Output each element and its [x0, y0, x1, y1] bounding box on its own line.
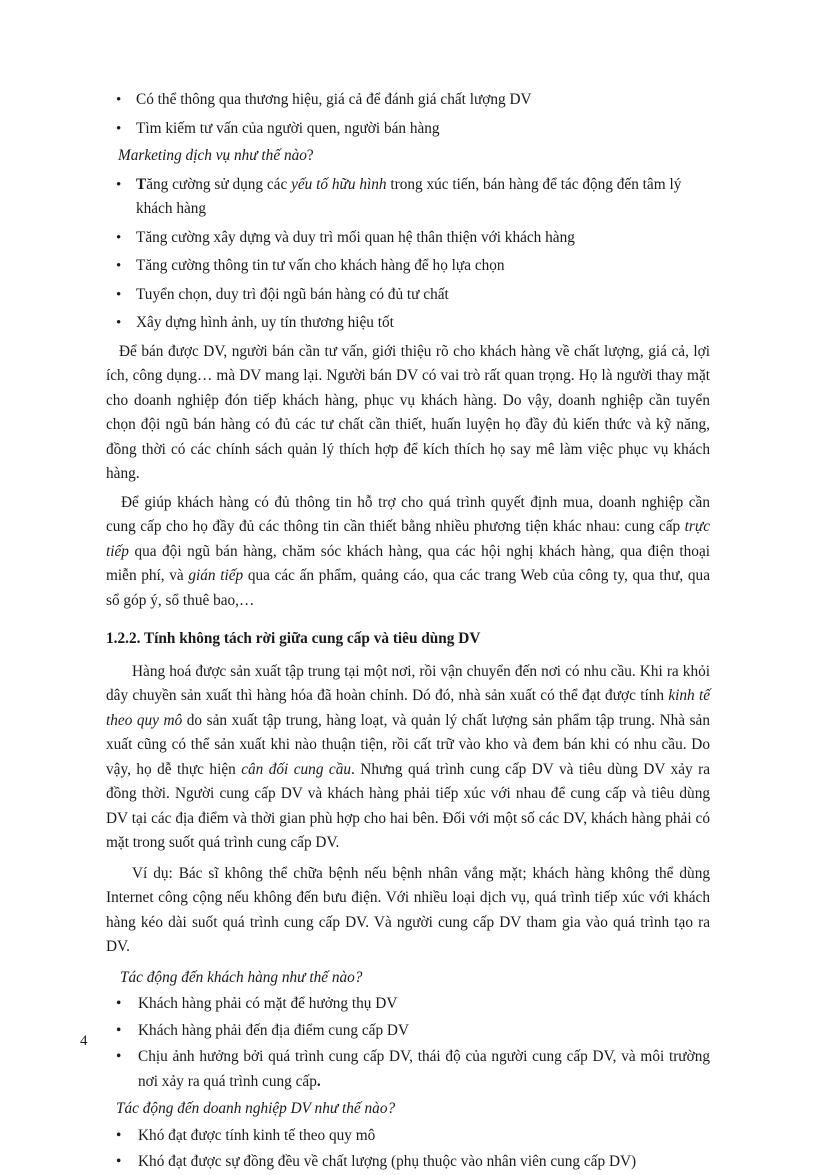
text-run: Hàng hoá được sản xuất tập trung tại một nơi, rồi vận chuyển đến nơi có nhu cầu. Khi ra khỏi dây chuyền sản xuất thì hàng hóa đã hoàn chỉnh. Dó đó, nhà sản xuất có thể đạt được tính [106, 662, 710, 704]
list-item: • Khách hàng phải có mặt để hưởng thụ DV [106, 992, 710, 1017]
bullet-list-evaluation [106, 88, 710, 141]
list-item: • Khó đạt được sự đồng đều về chất lượng (phụ thuộc vào nhân viên cung cấp DV) [106, 1150, 710, 1175]
emphasis: trực tiếp [106, 518, 710, 560]
bullet-list-enterprise [106, 1124, 710, 1175]
list-item: • Tuyển chọn, duy trì đội ngũ bán hàng có đủ tư chất [106, 283, 710, 308]
paragraph-example: Ví dụ: Bác sĩ không thể chữa bệnh nếu bệnh nhân vắng mặt; khách hàng không thể dùng Internet công cộng nếu không đến bưu điện. Với nhiều loại dịch vụ, quá trình tiếp xúc với khách hàng kéo dài suốt quá trình cung cấp DV. Và người cung cấp DV tham gia vào quá trình tạo ra DV. [106, 864, 710, 955]
paragraph-information [106, 491, 710, 614]
list-item: • Tăng cường thông tin tư vấn cho khách hàng để họ lựa chọn [106, 254, 710, 279]
page-number: 4 [80, 1033, 88, 1049]
text-run: Chịu ảnh hưởng bởi quá trình cung cấp DV, thái độ của người cung cấp DV, và môi trường nơi xảy ra quá trình cung cấp [138, 1048, 710, 1090]
text-run: trong xúc tiến, bán hàng để tác động đến tâm lý khách hàng [136, 175, 682, 217]
list-item: • Khách hàng phải đến địa điểm cung cấp DV [106, 1019, 710, 1044]
emphasis: gián tiếp [188, 567, 244, 584]
marketing-heading [106, 144, 710, 169]
bold-period: . [316, 1072, 321, 1090]
emphasis: yếu tố hữu hình [291, 175, 387, 193]
marketing-heading-qmark: ? [306, 147, 314, 164]
marketing-heading-text: Marketing dịch vụ như thế nào [118, 147, 307, 164]
paragraph-production [106, 660, 710, 856]
list-item: • Tìm kiếm tư vấn của người quen, người bán hàng [106, 117, 710, 142]
list-item: • Xây dựng hình ảnh, uy tín thương hiệu tốt [106, 311, 710, 336]
section-title: 1.2.2. Tính không tách rời giữa cung cấp và tiêu dùng DV [106, 630, 481, 647]
bullet-list-marketing [106, 173, 710, 336]
emphasis: kinh tế theo quy mô [106, 687, 711, 729]
page-content [106, 88, 710, 1175]
text-run: qua các ấn phẩm, quảng cáo, qua các trang Web của công ty, qua thư, qua sổ góp ý, sổ thuê bao,… [106, 567, 710, 609]
text-run: do sản xuất tập trung, hàng loạt, và quản lý chất lượng sản phẩm tập trung. Nhà sản xuất cũng có thể sản xuất khi nào thuận tiện, rồi cất trữ vào kho và đem bán khi có nhu cầu. Do vậy, họ dễ thực hiện [106, 711, 710, 778]
text-run: qua đội ngũ bán hàng, chăm sóc khách hàng, qua các hội nghị khách hàng, qua điện thoại miễn phí, và [106, 542, 710, 584]
enterprise-impact-heading: Tác động đến doanh nghiệp DV như thế nào? [116, 1100, 396, 1117]
bullet-list-customer [106, 992, 710, 1094]
first-letter-bold: T [136, 175, 147, 193]
list-item: • Tăng cường xây dựng và duy trì mối quan hệ thân thiện với khách hàng [106, 226, 710, 251]
list-item: • Có thể thông qua thương hiệu, giá cả để đánh giá chất lượng DV [106, 88, 710, 113]
list-item [106, 1045, 710, 1094]
list-item: • Khó đạt được tính kinh tế theo quy mô [106, 1124, 710, 1149]
customer-impact-heading: Tác động đến khách hàng như thế nào? [120, 968, 363, 986]
text-run: Để giúp khách hàng có đủ thông tin hỗ trợ cho quá trình quyết định mua, doanh nghiệp cần cung cấp cho họ đầy đủ các thông tin cần thiết bằng nhiều phương tiện khác nhau: cung cấp [106, 493, 710, 535]
emphasis: cân đối cung cầu [241, 760, 351, 778]
text-run: . Nhưng quá trình cung cấp DV và tiêu dùng DV xảy ra đồng thời. Người cung cấp DV và khách hàng phải tiếp xúc với nhau để cung cấp và tiêu dùng DV tại các địa điểm và thời gian phù hợp cho hai bên. Đối với một số các DV, khách hàng phải có mặt trong suốt quá trình cung cấp DV. [106, 760, 710, 851]
paragraph-sales: Để bán được DV, người bán cần tư vấn, giới thiệu rõ cho khách hàng về chất lượng, giá cả, lợi ích, công dụng… mà DV mang lại. Người bán DV có vai trò rất quan trọng. Họ là người thay mặt cho doanh nghiệp đón tiếp khách hàng, phục vụ khách hàng. Do vậy, doanh nghiệp cần tuyển chọn đội ngũ bán hàng có đủ các tư chất cần thiết, huấn luyện họ đầy đủ kiến thức và kỹ năng, đồng thời có các chính sách quản lý thích hợp để kích thích họ say mê làm việc phục vụ khách hàng. [106, 342, 710, 482]
list-item [106, 173, 710, 222]
text-run: ăng cường sử dụng các [146, 175, 292, 193]
